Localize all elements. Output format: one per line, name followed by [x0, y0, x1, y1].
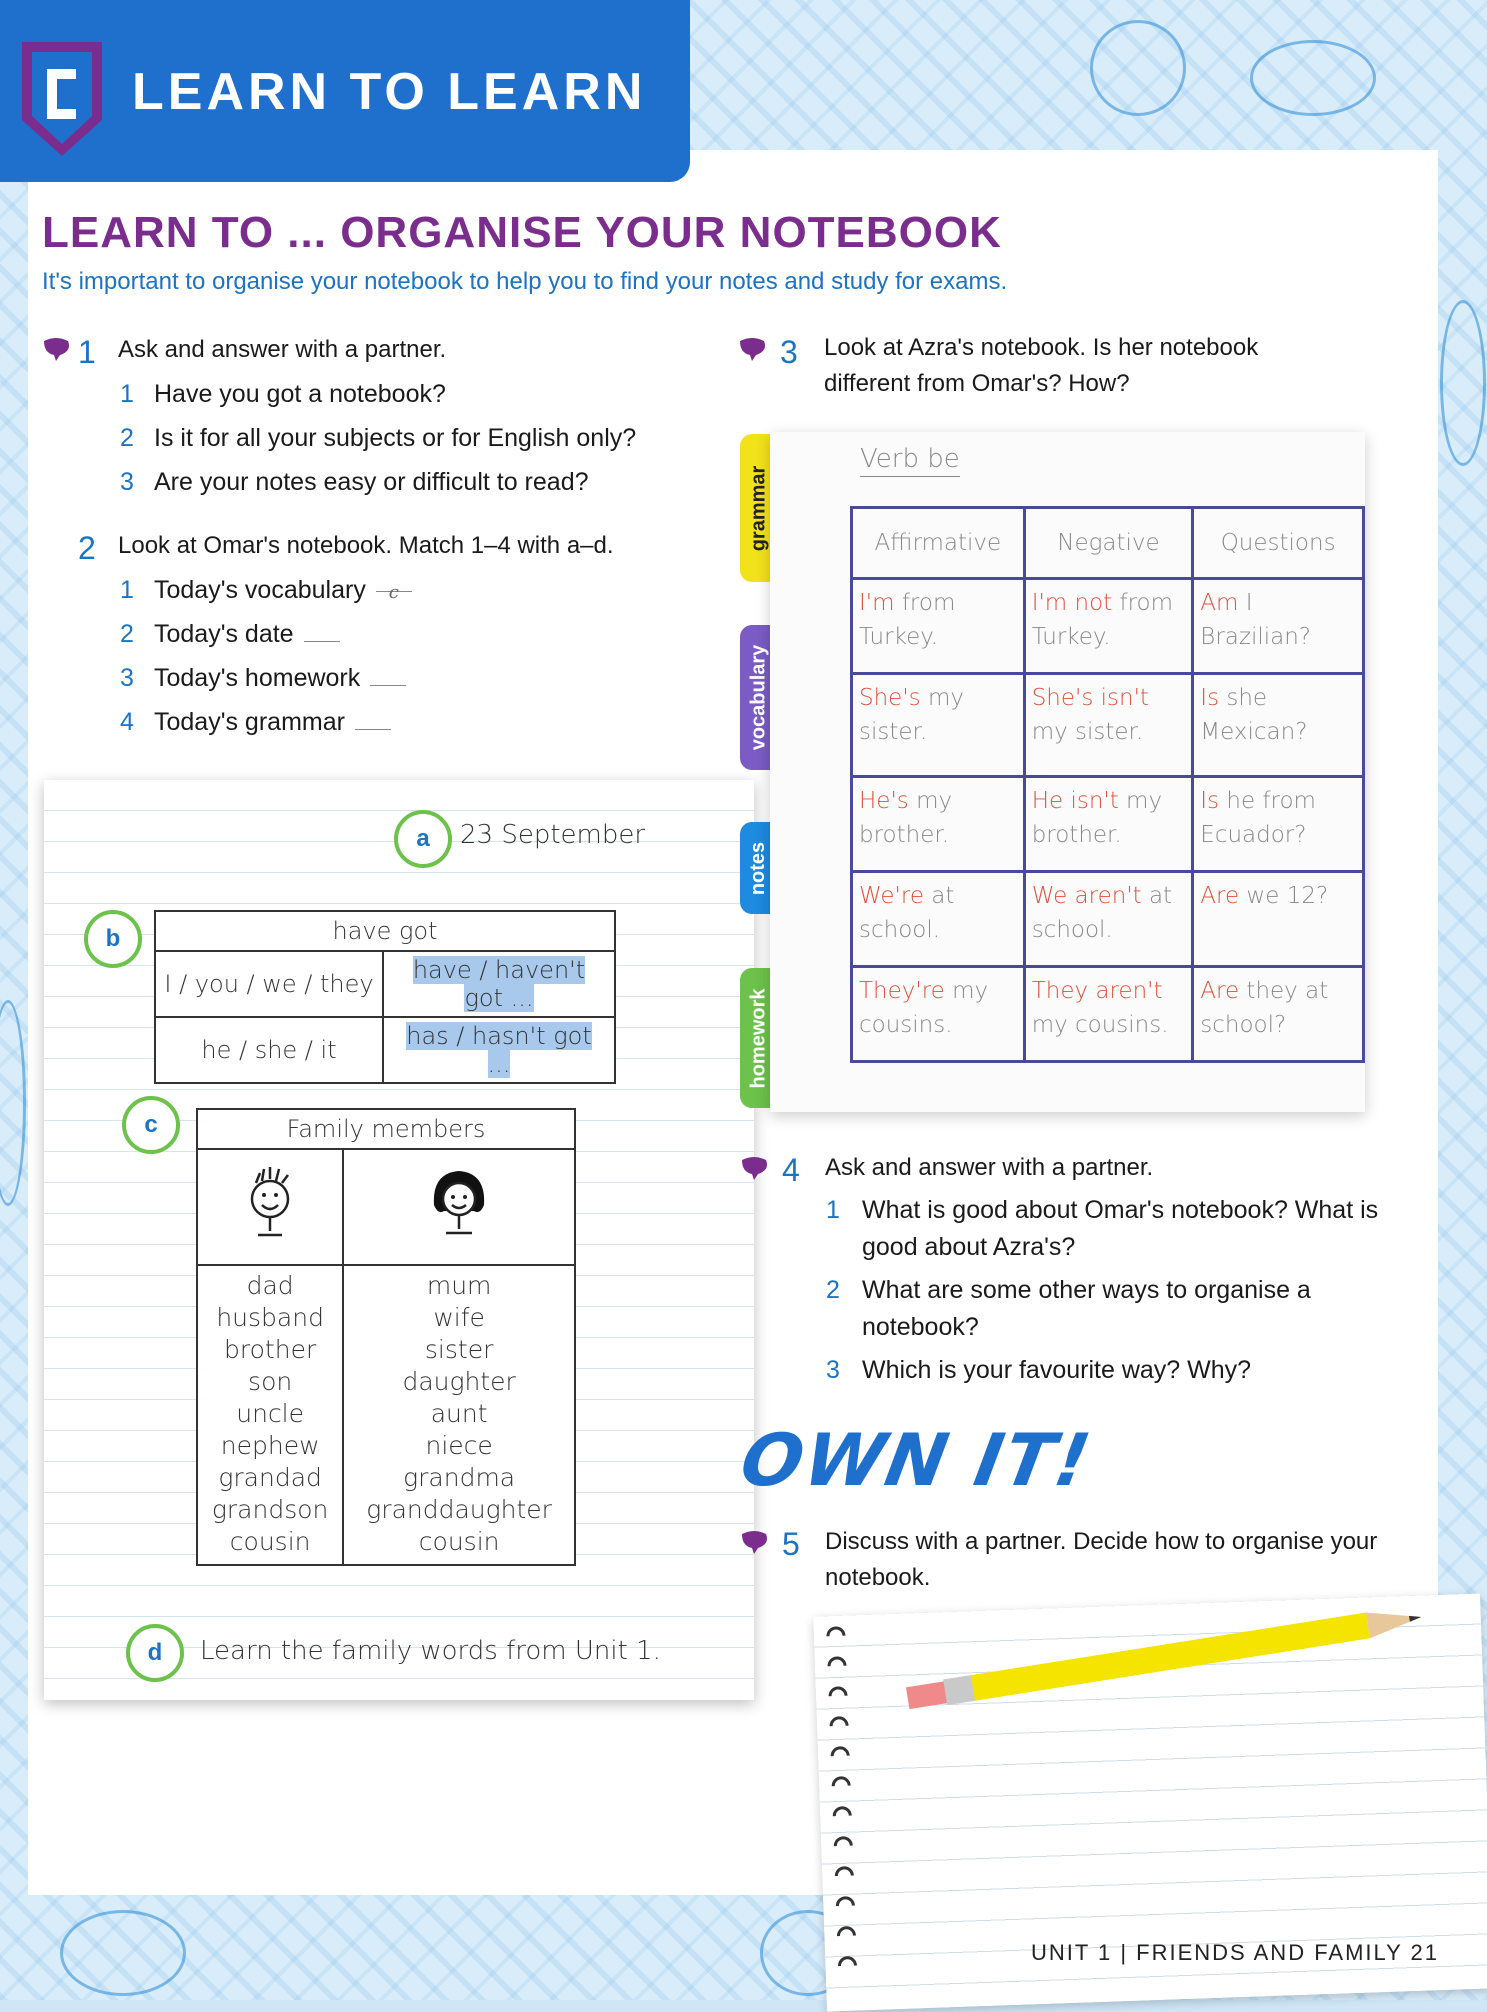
table-cell: We're at school. — [852, 872, 1025, 967]
shield-icon — [18, 36, 106, 162]
boy-face-icon — [242, 1165, 298, 1245]
word: niece — [425, 1431, 493, 1460]
word: wife — [433, 1303, 485, 1332]
girl-face-cell — [343, 1149, 575, 1265]
word: grandson — [211, 1495, 329, 1524]
highlighted-form: has / hasn't got ... — [406, 1022, 592, 1078]
word: brother — [224, 1335, 317, 1364]
table-cell: I'm not from Turkey. — [1024, 579, 1193, 674]
label-a: a — [394, 810, 452, 868]
table-cell: She's my sister. — [852, 674, 1025, 777]
doodle-circle — [1090, 20, 1186, 116]
table-cell — [383, 1017, 615, 1083]
verb-be-table — [850, 506, 1365, 1063]
word: cousin — [229, 1527, 311, 1556]
item-number: 3 — [120, 664, 134, 692]
date-text: 23 September — [460, 820, 646, 850]
answer-blank[interactable] — [304, 621, 340, 642]
word: cousin — [418, 1527, 500, 1556]
item-text: Which is your favourite way? Why? — [862, 1356, 1252, 1384]
exercise-number: 1 — [78, 334, 96, 370]
table-cell: Are they at school? — [1193, 967, 1364, 1062]
family-members-table — [196, 1108, 576, 1566]
table-cell: She's isn't my sister. — [1024, 674, 1193, 777]
table-cell: I / you / we / they — [155, 951, 383, 1017]
female-words-cell — [343, 1265, 575, 1565]
homework-text: Learn the family words from Unit 1. — [200, 1636, 661, 1666]
word: uncle — [236, 1399, 305, 1428]
page-title: LEARN TO ... ORGANISE YOUR NOTEBOOK — [42, 208, 1002, 257]
exercise-number: 2 — [78, 530, 96, 566]
list-item — [120, 656, 412, 700]
azra-notebook — [770, 432, 1365, 1112]
word: daughter — [402, 1367, 516, 1396]
table-cell: He's my brother. — [852, 777, 1025, 872]
own-it-heading: OWN IT! — [734, 1418, 1099, 1502]
item-number: 3 — [120, 468, 134, 496]
ex4-list — [826, 1192, 1386, 1389]
item-number: 1 — [120, 380, 134, 408]
highlighted-form: have / haven't got ... — [412, 956, 586, 1012]
spiral-binding-icon — [819, 1615, 873, 2006]
item-number: 1 — [826, 1196, 840, 1224]
ex1-list — [120, 372, 636, 504]
exercise-instruction: Ask and answer with a partner. — [825, 1154, 1154, 1181]
table-cell: Am I Brazilian? — [1193, 579, 1364, 674]
word: grandad — [218, 1463, 322, 1492]
word: dad — [246, 1271, 294, 1300]
label-b: b — [84, 910, 142, 968]
list-item — [120, 372, 636, 416]
exercise-number: 3 — [780, 334, 798, 370]
table-cell: Is she Mexican? — [1193, 674, 1364, 777]
answer-blank[interactable] — [370, 665, 406, 686]
answer-blank[interactable] — [355, 709, 391, 730]
list-item — [826, 1192, 1386, 1266]
table-cell — [383, 951, 615, 1017]
item-text: What are some other ways to organise a notebook? — [862, 1276, 1311, 1341]
exercise-instruction: Look at Azra's notebook. Is her notebook different from Omar's? How? — [824, 334, 1259, 397]
word: mum — [426, 1271, 492, 1300]
label-d: d — [126, 1624, 184, 1682]
table-cell: They aren't my cousins. — [1024, 967, 1193, 1062]
word: grandma — [403, 1463, 516, 1492]
word: granddaughter — [366, 1495, 552, 1524]
word: aunt — [430, 1399, 488, 1428]
table-cell: He isn't my brother. — [1024, 777, 1193, 872]
item-number: 2 — [120, 620, 134, 648]
item-number: 1 — [120, 576, 134, 604]
tab-label: vocabulary — [747, 644, 770, 751]
list-item — [120, 568, 412, 612]
speech-bubble-icon — [42, 337, 70, 363]
table-cell: Is he from Ecuador? — [1193, 777, 1364, 872]
omar-notebook — [44, 780, 754, 1700]
item-text: Are your notes easy or difficult to read? — [154, 468, 589, 496]
item-text: What is good about Omar's notebook? What is good about Azra's? — [862, 1196, 1379, 1261]
word: sister — [424, 1335, 494, 1364]
exercise-instruction: Look at Omar's notebook. Match 1–4 with a–d. — [118, 532, 614, 559]
column-header: Affirmative — [852, 508, 1025, 579]
doodle-circle — [1250, 40, 1376, 116]
doodle-circle — [1440, 300, 1486, 466]
list-item — [826, 1352, 1386, 1389]
list-item — [120, 460, 636, 504]
have-got-table — [154, 910, 616, 1084]
item-text: Today's vocabulary — [154, 576, 366, 604]
page-footer: UNIT 1 | FRIENDS AND FAMILY 21 — [1030, 1940, 1439, 1965]
table-cell: We aren't at school. — [1024, 872, 1193, 967]
exercise-number: 4 — [782, 1152, 800, 1188]
table-cell: They're my cousins. — [852, 967, 1025, 1062]
tab-label: notes — [747, 841, 770, 895]
item-text: Today's date — [154, 620, 294, 648]
label-c: c — [122, 1096, 180, 1154]
notebook-heading: Verb be — [860, 444, 960, 477]
list-item — [120, 612, 412, 656]
table-cell: Are we 12? — [1193, 872, 1364, 967]
speech-bubble-icon — [740, 1156, 768, 1182]
exercise-instruction: Discuss with a partner. Decide how to organise your notebook. — [825, 1528, 1378, 1591]
word: nephew — [220, 1431, 320, 1460]
table-cell: I'm from Turkey. — [852, 579, 1025, 674]
list-item — [120, 416, 636, 460]
column-header: Questions — [1193, 508, 1364, 579]
list-item — [120, 700, 412, 744]
item-number: 4 — [120, 708, 134, 736]
speech-bubble-icon — [738, 337, 766, 363]
item-text: Have you got a notebook? — [154, 380, 446, 408]
item-text: Is it for all your subjects or for English only? — [154, 424, 637, 452]
tab-label: grammar — [747, 465, 770, 551]
item-number: 2 — [826, 1276, 840, 1304]
table-cell: he / she / it — [155, 1017, 383, 1083]
table-title: have got — [155, 911, 615, 951]
exercise-number: 5 — [782, 1526, 800, 1562]
girl-face-icon — [424, 1165, 494, 1245]
item-text: Today's homework — [154, 664, 361, 692]
exercise-instruction: Ask and answer with a partner. — [118, 336, 447, 363]
column-header: Negative — [1024, 508, 1193, 579]
tab-label: homework — [747, 987, 770, 1089]
item-number: 3 — [826, 1356, 840, 1384]
male-words-cell — [197, 1265, 343, 1565]
table-title: Family members — [197, 1109, 575, 1149]
word: husband — [216, 1303, 324, 1332]
boy-face-cell — [197, 1149, 343, 1265]
list-item — [826, 1272, 1386, 1346]
ex2-list — [120, 568, 412, 744]
item-number: 2 — [120, 424, 134, 452]
speech-bubble-icon — [740, 1530, 768, 1556]
header-band — [0, 0, 690, 182]
header-title: LEARN TO LEARN — [132, 63, 647, 121]
answer-blank[interactable]: c — [376, 571, 412, 592]
doodle-circle — [60, 1910, 186, 1996]
word: son — [248, 1367, 293, 1396]
item-text: Today's grammar — [154, 708, 345, 736]
intro-text: It's important to organise your notebook to help you to find your notes and study for exams. — [42, 268, 1008, 295]
